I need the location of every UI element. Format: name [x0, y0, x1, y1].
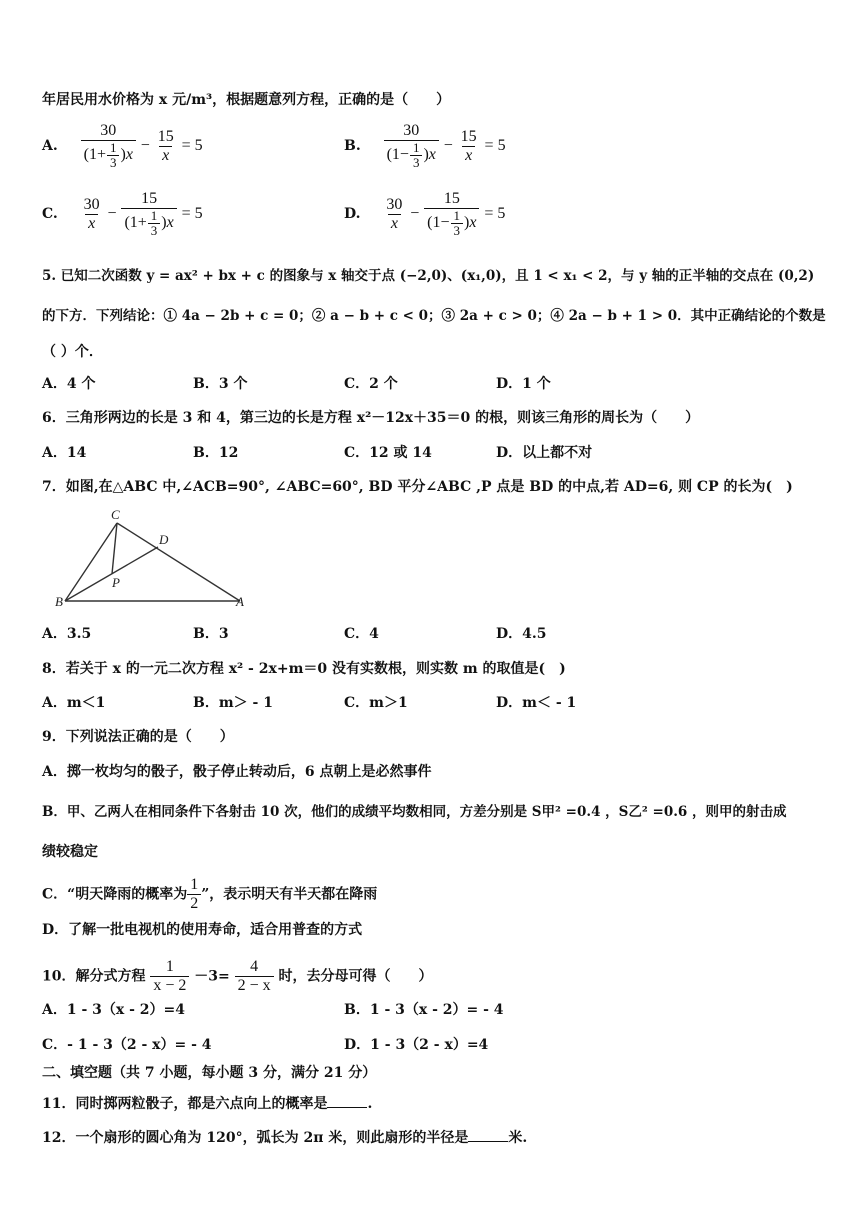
q6-option-d: D．以上都不对 [496, 445, 593, 461]
q9-option-d: D．了解一批电视机的使用寿命，适合用普查的方式 [42, 922, 363, 938]
side-bc [65, 523, 117, 601]
q5-option-a: A．4 个 [42, 376, 96, 392]
q10-option-c: C．- 1 - 3（2 - x）= - 4 [42, 1037, 212, 1053]
q11-answer-blank[interactable] [327, 1093, 367, 1108]
q11 [42, 1093, 372, 1114]
q9-option-b-line2: 绩较稳定 [42, 844, 98, 860]
q8-option-b: B．m＞ - 1 [193, 695, 273, 711]
q7-stem: 7．如图,在△ABC 中,∠ACB=90°, ∠ABC=60°, BD 平分∠ABC ,P 点是 BD 的中点,若 AD=6, 则 CP 的长为( ) [42, 479, 793, 495]
label-b: B [55, 594, 63, 609]
label-c: C [111, 507, 120, 522]
q8-stem: 8．若关于 x 的一元二次方程 x² - 2x+m＝0 没有实数根，则实数 m 的取值是( ) [42, 661, 566, 677]
q9-c-frac-num: 1 [190, 876, 199, 893]
label-p: P [112, 575, 120, 590]
q10-frac1-den: x − 2 [150, 976, 189, 995]
q5-option-d: D．1 个 [496, 376, 551, 392]
label-d: D [159, 532, 169, 547]
q4-option-d-label: D. [344, 206, 361, 222]
q10-frac2-num: 4 [250, 958, 259, 975]
q12-text: 12．一个扇形的圆心角为 120°，弧长为 2π 米，则此扇形的半径是 [42, 1130, 469, 1146]
q4-option-c-label: C. [42, 206, 58, 222]
q9-option-c-post: ”，表示明天有半天都在降雨 [201, 886, 378, 903]
q7-option-c: C．4 [344, 626, 379, 642]
segment-bd [65, 547, 158, 601]
q7-option-d: D．4.5 [496, 626, 547, 642]
q4-option-b-label: B. [344, 138, 361, 154]
q9-option-c-pre: C．“明天降雨的概率为 [42, 886, 188, 903]
q11-post: . [367, 1096, 373, 1112]
q11-text: 11．同时掷两粒骰子，都是六点向上的概率是 [42, 1096, 328, 1112]
q9-option-c [42, 876, 377, 913]
q10-frac1-num: 1 [165, 958, 174, 975]
q10-option-a: A．1 - 3（x - 2）=4 [42, 1002, 186, 1018]
q10-option-b: B．1 - 3（x - 2）= - 4 [344, 1002, 504, 1018]
q9-c-frac-den: 2 [187, 894, 201, 913]
q12 [42, 1127, 527, 1148]
q6-stem: 6．三角形两边的长是 3 和 4，第三边的长是方程 x²－12x＋35＝0 的根，则该三角形的周长为（ ） [42, 410, 700, 426]
q12-post: 米. [508, 1130, 528, 1146]
q5-option-b: B．3 个 [193, 376, 248, 392]
q10-mid: －3= [194, 968, 230, 985]
q6-option-b: B．12 [193, 445, 239, 461]
q8-option-a: A．m＜1 [42, 695, 106, 711]
q10-option-d: D．1 - 3（2 - x）=4 [344, 1037, 489, 1053]
segment-cp [112, 523, 117, 574]
q10-frac2-den: 2 − x [235, 976, 274, 995]
section-2-heading: 二、填空题（共 7 小题，每小题 3 分，满分 21 分） [42, 1065, 377, 1081]
q4-stem: 年居民用水价格为 x 元/m³，根据题意列方程，正确的是（ ） [42, 92, 451, 108]
q5-line2: 的下方．下列结论：① 4a − 2b + c = 0；② a − b + c < 0；③ 2a + c > 0；④ 2a − b + 1 > 0．其中正确结论的个数是 [42, 308, 826, 324]
q10-stem-post: 时，去分母可得（ ） [278, 968, 433, 985]
q6-option-c: C．12 或 14 [344, 445, 432, 461]
q8-option-d: D．m＜ - 1 [496, 695, 577, 711]
q5-line3: （ ）个． [42, 344, 103, 360]
q7-option-a: A．3.5 [42, 626, 92, 642]
q4-option-d: D. $\frac{30}{x}$ − 15 (1− $\frac{1}{3}$ )x = 5 [344, 190, 506, 238]
q10-stem [42, 958, 433, 995]
q5-line1: 5. 已知二次函数 y = ax² + bx + c 的图象与 x 轴交于点 (−2,0)、(x₁,0)，且 1 < x₁ < 2，与 y 轴的正半轴的交点在 (0,2) [42, 268, 815, 284]
q9-option-b-line1: B．甲、乙两人在相同条件下各射击 10 次，他们的成绩平均数相同，方差分别是 S甲² =0.4 ，S乙² =0.6 ，则甲的射击成 [42, 804, 787, 820]
q9-stem: 9．下列说法正确的是（ ） [42, 729, 234, 745]
q7-option-b: B．3 [193, 626, 229, 642]
q4-option-a: A. 30 (1+ $\frac{1}{3}$ )x − $\frac{15}{x}$ = 5 [42, 122, 203, 170]
q4-option-a-label: A. [42, 138, 58, 154]
q10-stem-pre: 10．解分式方程 [42, 968, 146, 985]
label-a: A [236, 594, 244, 609]
q5-option-c: C．2 个 [344, 376, 398, 392]
q4-option-b: B. 30 (1− $\frac{1}{3}$ )x − $\frac{15}{x}$ = 5 [344, 122, 506, 170]
q4-option-c: C. $\frac{30}{x}$ − 15 (1+ $\frac{1}{3}$ )x = 5 [42, 190, 203, 238]
q6-option-a: A．14 [42, 445, 87, 461]
q9-option-a: A．掷一枚均匀的骰子，骰子停止转动后，6 点朝上是必然事件 [42, 764, 432, 780]
q12-answer-blank[interactable] [468, 1127, 508, 1142]
side-ca [117, 523, 240, 601]
q8-option-c: C．m＞1 [344, 695, 408, 711]
triangle-figure [55, 505, 255, 615]
